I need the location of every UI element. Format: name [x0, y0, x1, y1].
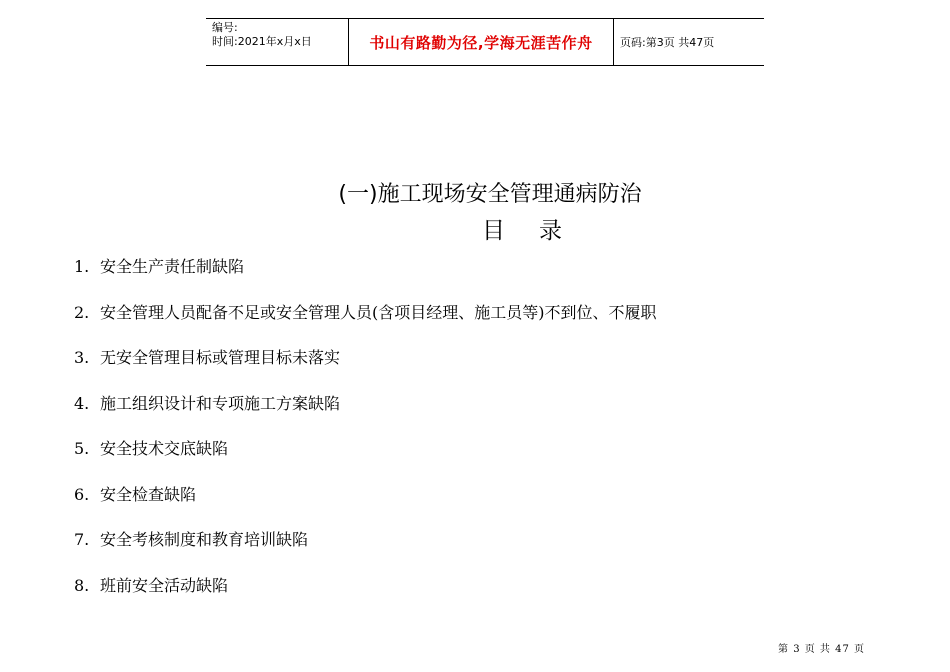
- header-info-cell: [206, 19, 349, 65]
- toc-item-text: 安全检查缺陷: [100, 484, 197, 504]
- toc-heading-right: 录: [539, 218, 562, 244]
- toc-item-number: 3.: [74, 348, 90, 367]
- motto-text: 书山有路勤为径,学海无涯苦作舟: [369, 33, 593, 52]
- header-page-number: 页码:第3页 共47页: [620, 36, 715, 49]
- toc-item-text: 班前安全活动缺陷: [100, 575, 229, 595]
- header-motto-cell: [349, 19, 614, 65]
- toc-item-number: 1.: [74, 257, 90, 276]
- toc-item-number: 6.: [74, 484, 90, 504]
- toc-item-number: 8.: [74, 575, 90, 595]
- toc-item: [74, 300, 657, 346]
- toc-item: [74, 345, 657, 391]
- toc-item-text: 无安全管理目标或管理目标未落实: [100, 348, 341, 367]
- toc-heading-left: 目: [482, 218, 505, 244]
- toc-item-text: 安全技术交底缺陷: [100, 439, 229, 458]
- toc-item: [74, 573, 657, 619]
- toc-item: [74, 391, 657, 437]
- page-header: [206, 18, 764, 66]
- toc-item-text: 安全考核制度和教育培训缺陷: [100, 530, 309, 549]
- toc-item-number: 5.: [74, 439, 90, 458]
- document-time-label: 时间:2021年x月x日: [212, 35, 312, 48]
- toc-item: [74, 436, 657, 482]
- toc-item-text: 施工组织设计和专项施工方案缺陷: [100, 393, 341, 413]
- document-title: (一)施工现场安全管理通病防治: [338, 182, 642, 207]
- toc-item-text: 安全管理人员配备不足或安全管理人员(含项目经理、施工员等)不到位、不履职: [100, 302, 657, 322]
- toc-item-number: 7.: [74, 530, 90, 549]
- header-page-cell: [614, 19, 764, 65]
- toc-item: [74, 527, 657, 573]
- toc-item: [74, 254, 657, 300]
- toc-heading: [482, 216, 562, 246]
- toc-item-number: 2.: [74, 302, 90, 322]
- toc-item-number: 4.: [74, 393, 90, 413]
- toc-item-text: 安全生产责任制缺陷: [100, 257, 245, 276]
- page-footer: 第 3 页 共 47 页: [778, 644, 865, 655]
- toc-item: [74, 482, 657, 528]
- document-number-label: 编号:: [212, 21, 238, 34]
- toc-list: [74, 254, 657, 618]
